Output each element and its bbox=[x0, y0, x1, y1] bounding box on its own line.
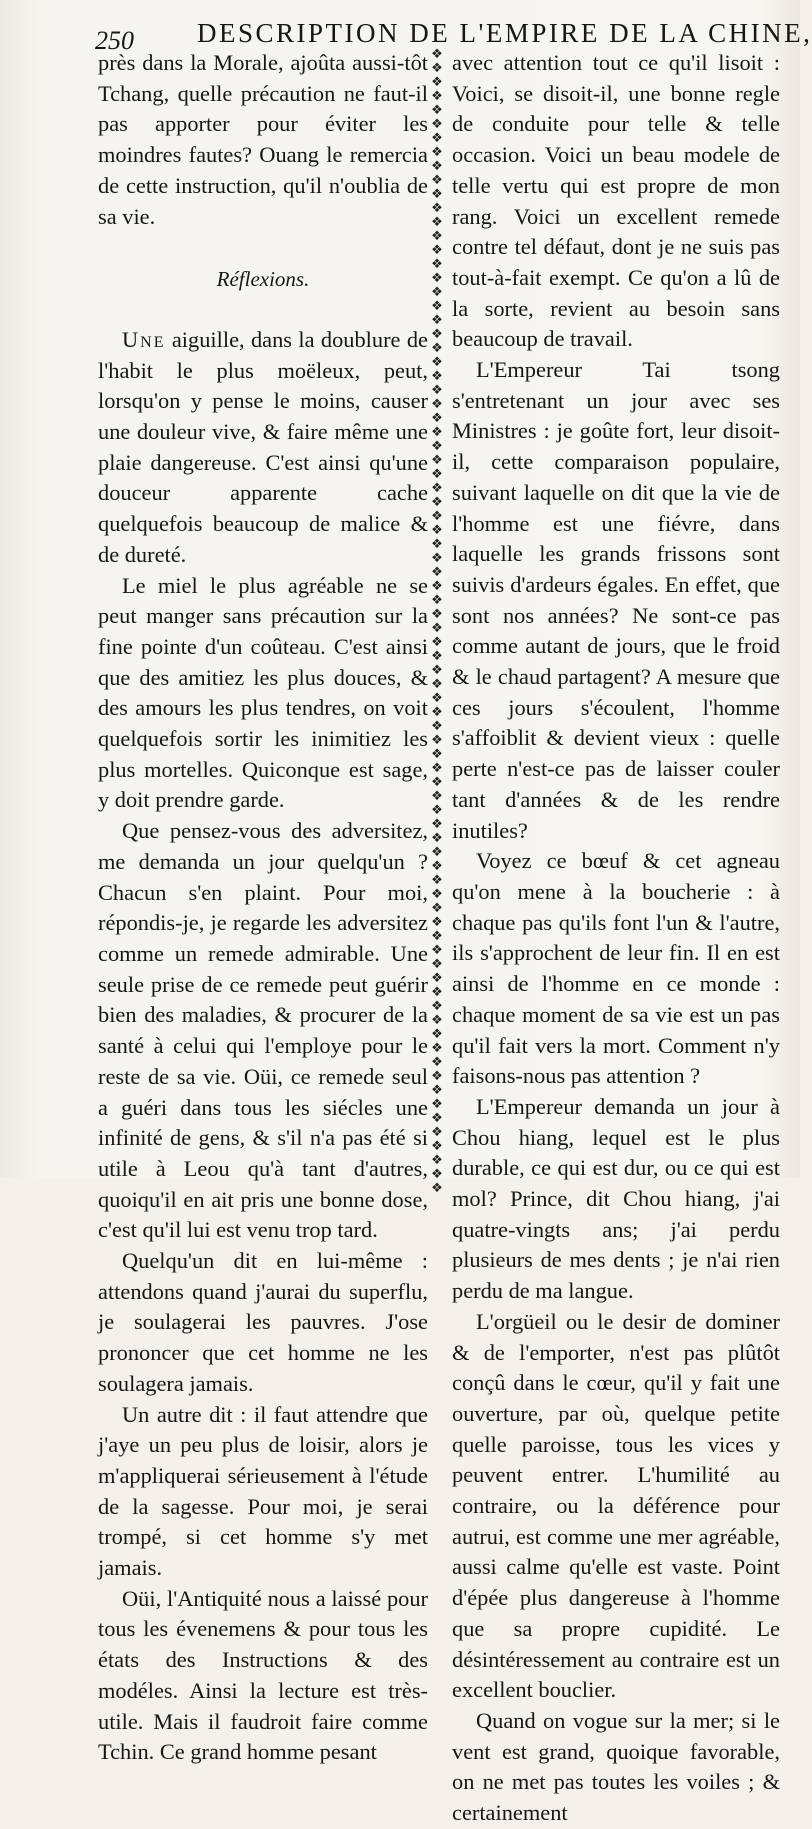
paragraph: Que pensez-vous des adversitez, me demanda un jour quelqu'un ? Chacun s'en plaint. Pour moi, répondis-je, je regarde les adversitez comme un remede admirable. Une seule prise de ce remede peut guérir bien des maladies, & procurer de la santé à celui qui l'employe pour le reste de sa vie. Oüi, ce remede seul a guéri dans tous les siécles une infinité de gens, & s'il n'a pas été si utile à Leou qu'à tant d'autres, quoiqu'il en ait pris une bonne dose, c'est qu'il lui est venu trop tard. bbox=[98, 818, 428, 1243]
paragraph-continuation: près dans la Morale, ajoûta aussi-tôt Tchang, quelle précaution ne faut-il pas apporter pour éviter les moindres fautes? Ouang le remercia de cette instruction, qu'il n'oublia de sa vie. bbox=[98, 50, 428, 229]
paragraph: L'Empereur demanda un jour à Chou hiang, lequel est le plus durable, ce qui est dur, ou ce qui est mol? Prince, dit Chou hiang, j'ai quatre-vingts ans; j'ai perdu plusieurs de mes dents ; je n'ai rien perdu de ma langue. bbox=[452, 1093, 780, 1304]
paragraph: Le miel le plus agréable ne se peut manger sans précaution sur la fine pointe d'un coûteau. C'est ainsi que des amitiez les plus douces, & des amours les plus tendres, on voit quelquefois sortir les inimitiez les plus mortelles. Quiconque est sage, y doit prendre garde. bbox=[98, 572, 428, 813]
paragraph bbox=[98, 325, 428, 571]
ornamental-column-divider: ❖❖❖❖❖❖❖❖❖❖❖❖❖❖❖❖❖❖❖❖❖❖❖❖❖❖❖❖❖❖❖❖❖❖❖❖❖❖❖❖❖❖❖❖❖❖❖❖❖❖❖❖❖❖❖❖❖❖❖❖❖❖❖❖❖❖❖❖❖❖❖❖❖❖❖❖❖❖❖❖❖❖ bbox=[431, 47, 443, 1196]
paragraph-continuation: avec attention tout ce qu'il lisoit : Voici, se disoit-il, une bonne regle de conduite pour telle & telle occasion. Voici un beau modele de telle vertu qui est propre de mon rang. Voici un excellent remede contre tel défaut, dont je ne suis pas tout-à-fait exempt. Ce qu'on a lû de la sorte, revient au besoin sans beaucoup de travail. bbox=[452, 50, 780, 352]
left-column bbox=[98, 48, 428, 1768]
paragraph: Oüi, l'Antiquité nous a laissé pour tous les évenemens & pour tous les états des Instructions & des modéles. Ainsi la lecture est très-utile. Mais il faudroit faire comme Tchin. Ce grand homme pesant bbox=[98, 1585, 428, 1765]
paragraph: Un autre dit : il faut attendre que j'aye un peu plus de loisir, alors je m'appliquerai sérieusement à l'étude de la sagesse. Pour moi, je serai trompé, si cet homme s'y met jamais. bbox=[98, 1401, 428, 1581]
paragraph: L'Empereur Tai tsong s'entretenant un jour avec ses Ministres : je goûte fort, leur disoit-il, cette comparaison populaire, suivant laquelle on dit que la vie de l'homme est une fiévre, dans laquelle les grands frissons sont suivis d'ardeurs égales. En effet, que sont nos années? Ne sont-ce pas comme autant de jours, que le froid & le chaud partagent? A mesure que ces jours s'écoulent, l'homme s'affoiblit & devient vieux : quelle perte n'est-ce pas de laisser couler tant d'années & de les rendre inutiles? bbox=[452, 357, 780, 843]
right-column bbox=[452, 48, 780, 1829]
running-head bbox=[0, 8, 812, 55]
section-heading: Réflexions. bbox=[216, 267, 310, 292]
page-number: 250 bbox=[95, 26, 134, 55]
paragraph: Voyez ce bœuf & cet agneau qu'on mene à la boucherie : à chaque pas qu'ils font l'un & l'autre, ils s'approchent de leur fin. Il en est ainsi de l'homme en ce monde : chaque moment de sa vie est un pas qu'il fait vers la mort. Comment n'y faisons-nous pas attention ? bbox=[452, 848, 780, 1089]
small-caps-opening: Une bbox=[122, 326, 166, 352]
paragraph: Quelqu'un dit en lui-même : attendons quand j'aurai du superflu, je soulagerai les pauvres. J'ose prononcer que cet homme ne les soulagera jamais. bbox=[98, 1248, 428, 1396]
paragraph: L'orgüeil ou le desir de dominer & de l'emporter, n'est pas plûtôt conçû dans le cœur, qu'il y fait une ouverture, par où, quelque petite quelle paroisse, tous les vices y peuvent entrer. L'humilité au contraire, ou la déférence pour autrui, est comme une mer agréable, aussi calme qu'elle est vaste. Point d'épée plus dangereuse à l'homme que sa propre cupidité. Le désintéressement au contraire est un excellent bouclier. bbox=[452, 1308, 780, 1703]
paragraph: Quand on vogue sur la mer; si le vent est grand, quoique favorable, on ne met pas toutes les voiles ; & certainement bbox=[452, 1707, 780, 1826]
paragraph-text: aiguille, dans la doublure de l'habit le plus moëleux, peut, lorsqu'on y pense le moins, causer une douleur vive, & faire même une plaie dangereuse. C'est ainsi qu'une douceur apparente cache quelquefois beaucoup de malice & de dureté. bbox=[98, 326, 428, 567]
running-title: DESCRIPTION DE L'EMPIRE DE LA CHINE, bbox=[197, 18, 812, 48]
